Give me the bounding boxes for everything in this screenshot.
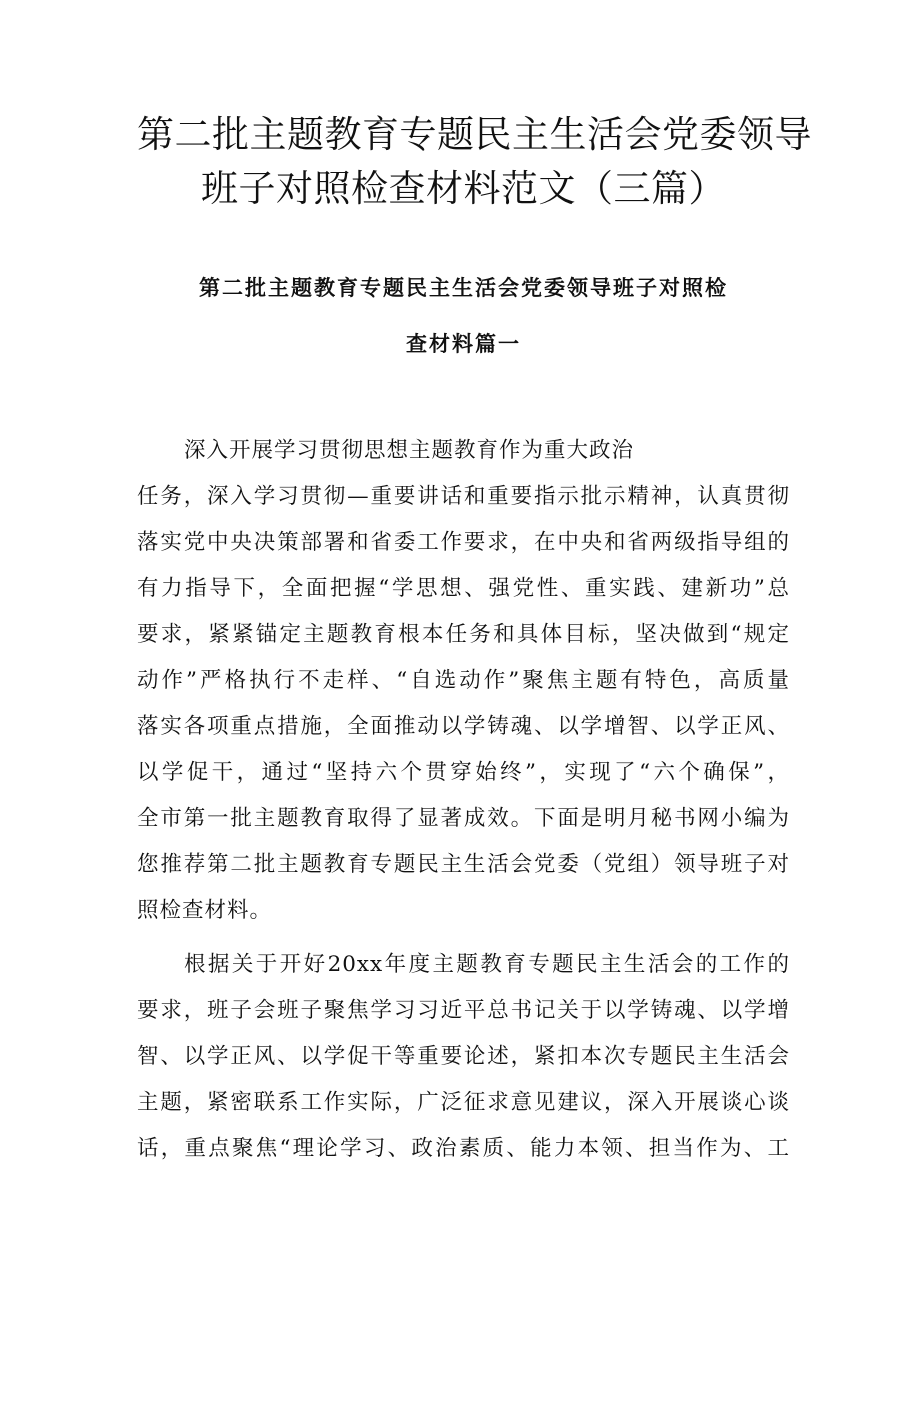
paragraph-2-line: 根据关于开好20xx年度主题教育专题民主生活会的工作的 (184, 952, 790, 977)
paragraph-2-line: 话，重点聚焦“理论学习、政治素质、能力本领、担当作为、工 (137, 1136, 790, 1161)
paragraph-1-line: 照检查材料。 (137, 898, 273, 923)
section-heading (137, 260, 790, 372)
paragraph-1-line: 您推荐第二批主题教育专题民主生活会党委（党组）领导班子对 (137, 852, 790, 877)
paragraph-1-line: 有力指导下，全面把握“学思想、强党性、重实践、建新功”总 (137, 576, 790, 601)
paragraph-1-line: 全市第一批主题教育取得了显著成效。下面是明月秘书网小编为 (137, 806, 790, 831)
document-body (137, 428, 790, 1172)
paragraph-2-line: 要求，班子会班子聚焦学习习近平总书记关于以学铸魂、以学增 (137, 998, 790, 1023)
section-heading-line-2: 查材料篇一 (406, 331, 521, 356)
section-heading-line-1: 第二批主题教育专题民主生活会党委领导班子对照检 (199, 275, 728, 300)
paragraph-1-line: 任务，深入学习贯彻—重要讲话和重要指示批示精神，认真贯彻 (137, 484, 790, 509)
paragraph-1-line: 以学促干，通过“坚持六个贯穿始终”，实现了“六个确保”， (137, 760, 790, 785)
paragraph-1-lead: 深入开展学习贯彻思想主题教育作为重大政治 (184, 438, 635, 463)
paragraph-1-line: 落实各项重点措施，全面推动以学铸魂、以学增智、以学正风、 (137, 714, 790, 739)
document-title (137, 108, 812, 216)
title-line-2: 班子对照检查材料范文（三篇） (201, 167, 726, 210)
paragraph-1 (137, 474, 790, 934)
paragraph-1-line: 要求，紧紧锚定主题教育根本任务和具体目标，坚决做到“规定 (137, 622, 790, 647)
paragraph-2 (137, 942, 790, 1172)
paragraph-2-line: 智、以学正风、以学促干等重要论述，紧扣本次专题民主生活会 (137, 1044, 790, 1069)
paragraph-2-line: 主题，紧密联系工作实际，广泛征求意见建议，深入开展谈心谈 (137, 1090, 790, 1115)
paragraph-1-line: 动作”严格执行不走样、“自选动作”聚焦主题有特色，高质量 (137, 668, 790, 693)
title-line-1: 第二批主题教育专题民主生活会党委领导 (137, 113, 812, 156)
document-page (0, 108, 920, 1409)
paragraph-1-line: 落实党中央决策部署和省委工作要求，在中央和省两级指导组的 (137, 530, 790, 555)
